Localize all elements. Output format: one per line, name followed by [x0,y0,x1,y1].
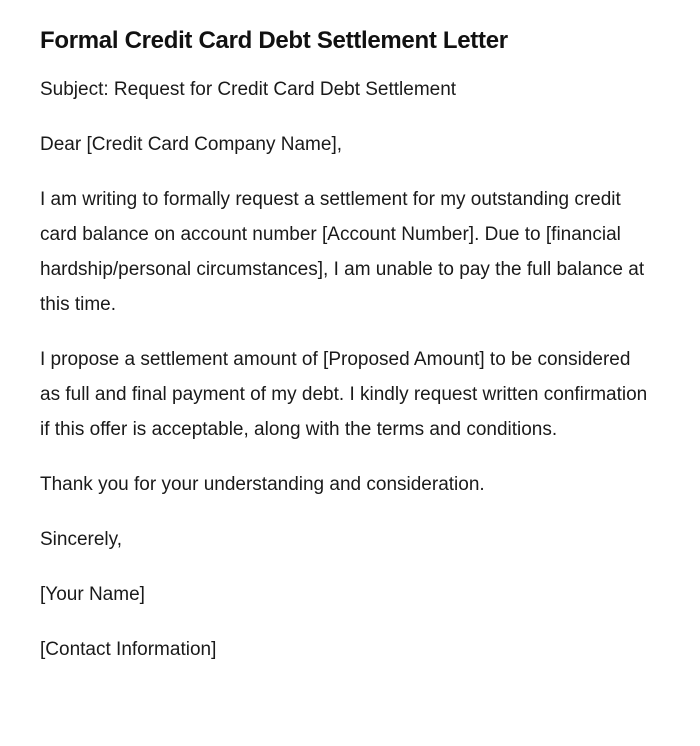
letter-signature-name: [Your Name] [40,584,145,605]
letter-salutation: Dear [Credit Card Company Name], [40,134,342,155]
letter-body-paragraph-1: I am writing to formally request a settlement for my outstanding credit card balance on account number [Account Number]. Due to [financial hardship/personal circumstances], I am unable to pay the full balance at this time. [40,189,645,315]
letter-title: Formal Credit Card Debt Settlement Letter [40,27,508,54]
letter-subject: Subject: Request for Credit Card Debt Settlement [40,79,457,100]
letter-contact-info: [Contact Information] [40,639,217,660]
letter-document [40,24,650,687]
letter-body-paragraph-2: I propose a settlement amount of [Proposed Amount] to be considered as full and final payment of my debt. I kindly request written confirmation if this offer is acceptable, along with the terms and conditions. [40,349,648,440]
letter-body-paragraph-3: Thank you for your understanding and consideration. [40,474,485,495]
letter-closing: Sincerely, [40,529,123,550]
